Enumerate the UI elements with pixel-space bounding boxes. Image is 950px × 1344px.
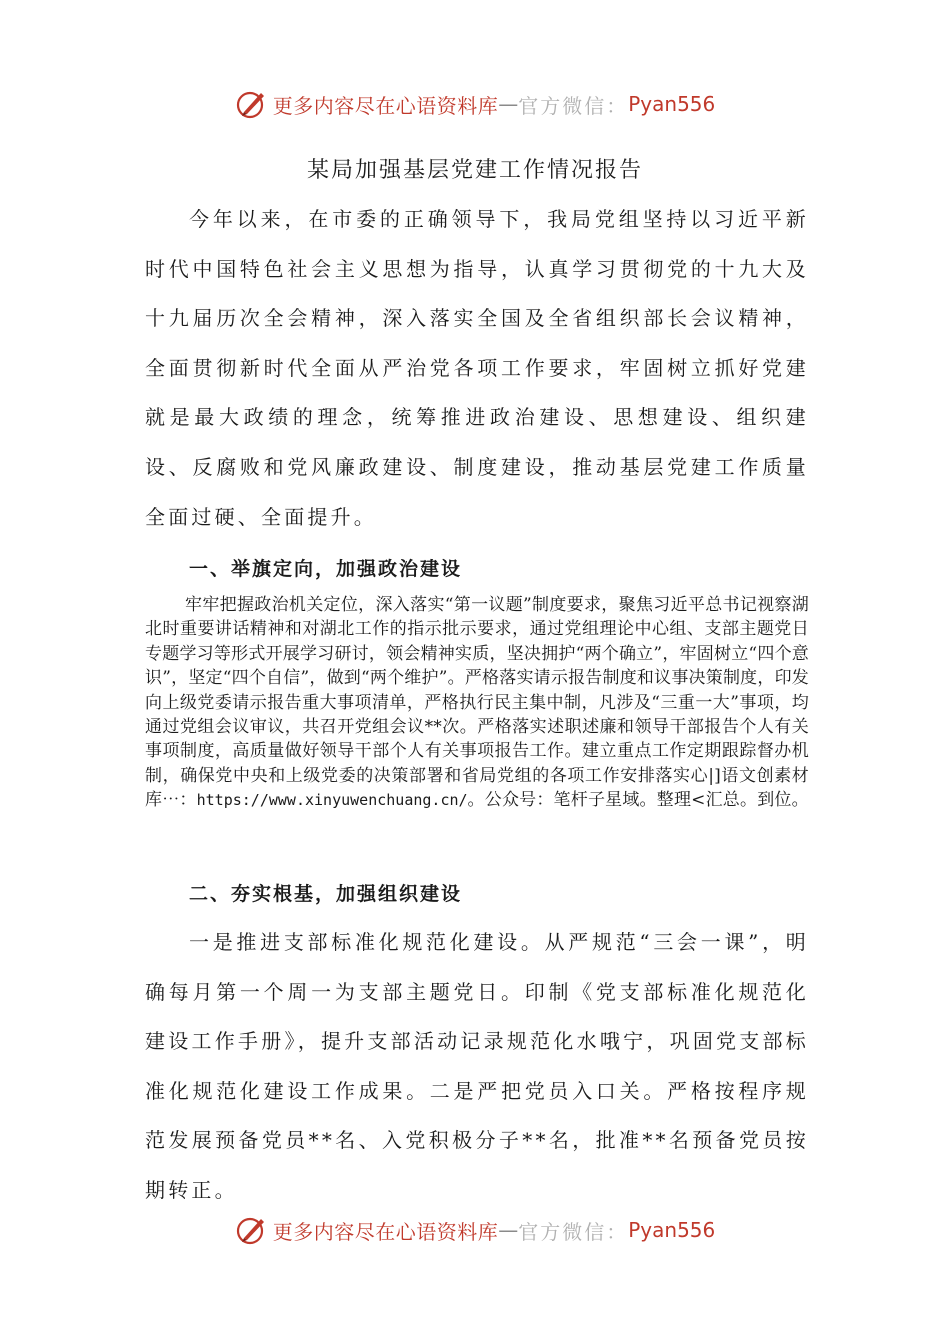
banner-wechat-label: 官方微信：	[518, 1219, 629, 1244]
source-url-link[interactable]: https://www.xinyuwenchuang.cn/	[196, 791, 468, 810]
banner-site-text: 更多内容尽在心语资料库	[272, 93, 499, 118]
page-title: 某局加强基层党建工作情况报告	[306, 158, 643, 183]
banner-separator: —	[498, 92, 519, 116]
banner-site-text: 更多内容尽在心语资料库	[272, 1219, 499, 1244]
section-2-paragraph: 一是推进支部标准化规范化建设。从严规范“三会一课”，明确每月第一个周一为支部主题党日。印制《党支部标准化规范化建设工作手册》，提升支部活动记录规范化水哦宁，巩固党支部标准化规范化建设工作成果。二是严把党员入口关。严格按程序规范发展预备党员**名、入党积极分子**名，批准**名预备党员按期转正。	[145, 930, 809, 1202]
source-label: |]语文创素材库⋯：	[145, 765, 809, 811]
banner-wechat-label: 官方微信：	[518, 93, 629, 118]
footer-banner	[0, 1210, 950, 1250]
intro-paragraph: 今年以来，在市委的正确领导下，我局党组坚持以习近平新时代中国特色社会主义思想为指导，认真学习贯彻党的十九大及十九届历次全会精神，深入落实全国及全省组织部长会议精神，全面贯彻新时代全面从严治党各项工作要求，牢固树立抓好党建就是最大政绩的理念，统筹推进政治建设、思想建设、组织建设、反腐败和党风廉政建设、制度建设，推动基层党建工作质量全面过硬、全面提升。	[145, 207, 809, 529]
header-banner	[0, 84, 950, 124]
banner-separator: —	[498, 1218, 519, 1242]
section-1-body: 牢牢把握政治机关定位，深入落实“第一议题”制度要求，聚焦习近平总书记视察湖北时重要讲话精神和对湖北工作的指示批示要求，通过党组理论中心组、支部主题党日专题学习等形式开展学习研讨，领会精神实质，坚决拥护“两个确立”，牢固树立“四个意识”，坚定“四个自信”，做到“两个维护”。严格落实请示报告制度和议事决策制度，印发向上级党委请示报告重大事项清单，严格执行民主集中制，凡涉及“三重一大”事项，均通过党组会议审议，共召开党组会议**次。严格落实述职述廉和领导干部报告个人有关事项制度，高质量做好领导干部个人有关事项报告工作。建立重点工作定期跟踪督办机制，确保党中央和上级党委的决策部署和省局党组的各项工作安排落实心	[145, 595, 809, 786]
section-1-paragraph	[145, 593, 809, 813]
banner-wechat-id: Pyan556	[628, 1218, 716, 1242]
pen-logo-icon	[235, 1213, 269, 1247]
pen-logo-icon	[235, 87, 269, 121]
source-tail: 。公众号：笔杆子星域。整理<汇总。到位。	[467, 790, 809, 811]
section-2-heading: 二、夯实根基，加强组织建设	[189, 883, 463, 905]
banner-wechat-id: Pyan556	[628, 92, 716, 116]
section-1-heading: 一、举旗定向，加强政治建设	[189, 558, 463, 580]
